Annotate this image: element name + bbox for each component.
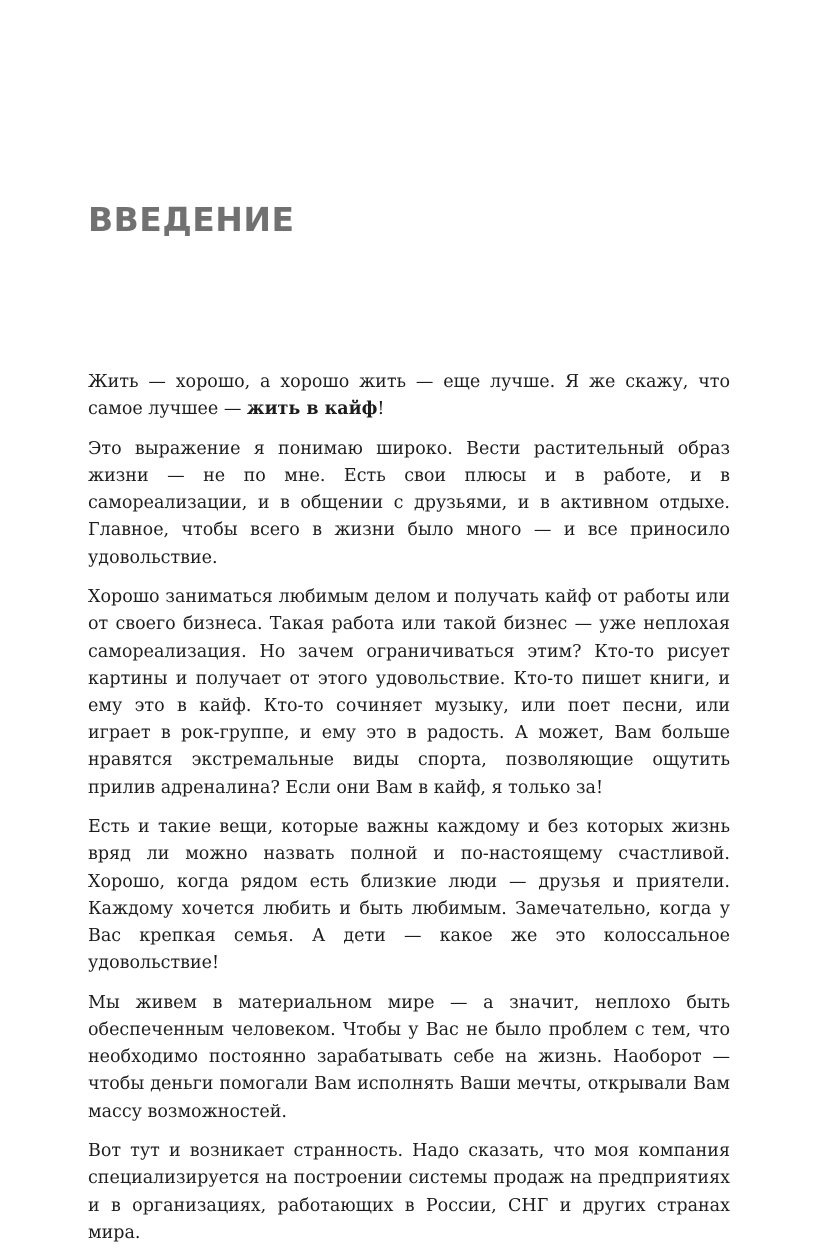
paragraph-1: [88, 369, 730, 423]
paragraph-2: Это выражение я понимаю широко. Вести растительный образ жизни — не по мне. Есть свои плюсы и в работе, и в самореализации, и в общении с друзьями, и в активном отдыхе. Главное, чтобы всего в жизни было много — и все приносило удовольствие.: [88, 438, 730, 568]
paragraph-1-start: Жить — хорошо, а хорошо жить — еще лучше. Я же скажу, что самое лучшее —: [88, 372, 730, 420]
chapter-title: ВВЕДЕНИЕ: [88, 200, 295, 239]
paragraph-4: Есть и такие вещи, которые важны каждому и без которых жизнь вряд ли можно назвать полной и по-настоящему счастливой. Хорошо, когда рядом есть близкие люди — друзья и приятели. Каждому хочется любить и быть любимым. Замечательно, когда у Вас крепкая семья. А дети — какое же это колоссальное удовольствие!: [88, 817, 730, 974]
paragraph-5: Мы живем в материальном мире — а значит, неплохо быть обеспеченным человеком. Чтобы у Вас не было проблем с тем, что необходимо постоянно зарабатывать себе на жизнь. Наоборот — чтобы деньги помогали Вам исполнять Ваши мечты, открывали Вам массу возможностей.: [88, 992, 730, 1122]
paragraph-3: Хорошо заниматься любимым делом и получать кайф от работы или от своего бизнеса. Такая работа или такой бизнес — уже неплохая самореализация. Но зачем ограничиваться этим? Кто-то рисует картины и получает от этого удовольствие. Кто-то пишет книги, и ему это в кайф. Кто-то сочиняет музыку, или поет песни, или играет в рок-группе, и ему это в радость. А может, Вам больше нравятся экстремальные виды спорта, позволяющие ощутить прилив адреналина? Если они Вам в кайф, я только за!: [88, 587, 730, 798]
paragraph-6: Вот тут и возникает странность. Надо сказать, что моя компания специализируется на построении системы продаж на предприятиях и в организациях, работающих в России, СНГ и других странах мира.: [88, 1141, 730, 1243]
body-text: [88, 369, 730, 1259]
paragraph-1-emphasis: жить в кайф: [246, 399, 378, 420]
paragraph-1-end: !: [377, 399, 385, 420]
